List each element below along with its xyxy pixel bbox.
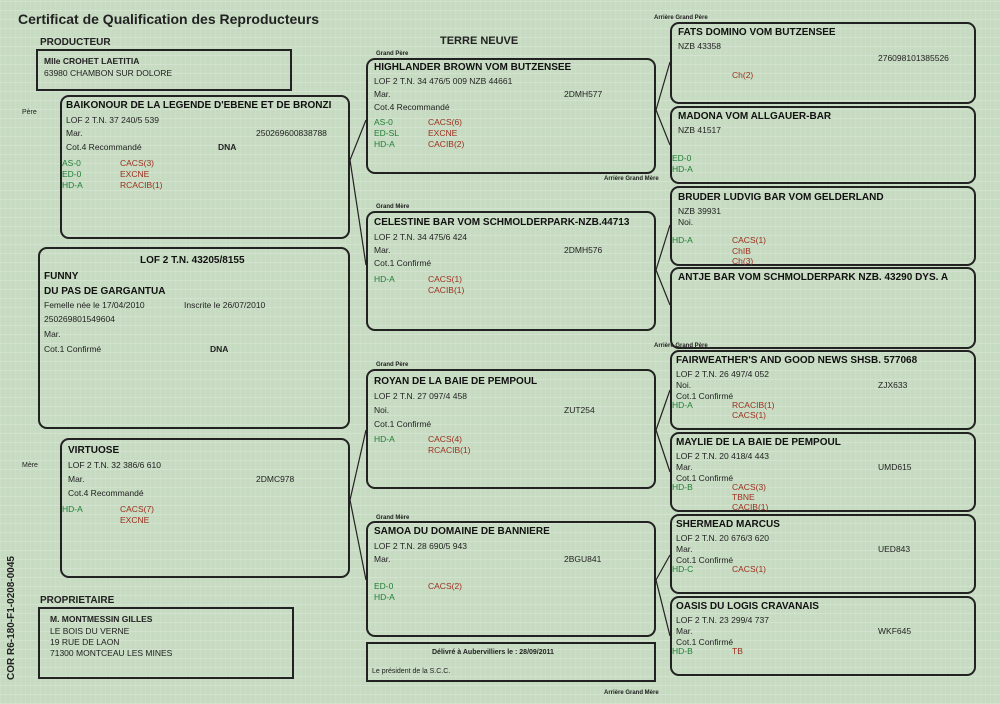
gp2-cotation: Cot.1 Confirmé <box>374 419 432 429</box>
gp1-health-2: HD-A <box>374 139 395 149</box>
ggm3-title-0: CACS(3) <box>732 482 767 492</box>
gm1-title-1: CACIB(1) <box>428 285 465 295</box>
mother-name: VIRTUOSE <box>68 445 120 456</box>
ggm4-mar-label: Mar. <box>676 626 693 636</box>
ggp2-title-1: ChIB <box>732 246 751 256</box>
ggm3-cotation: Cot.1 Confirmé <box>676 473 734 483</box>
ggm4-cotation: Cot.1 Confirmé <box>676 637 734 647</box>
gm2-mar-label: Mar. <box>374 554 391 564</box>
ggm4-mark: WKF645 <box>878 626 912 636</box>
gm2-title-0: CACS(2) <box>428 581 463 591</box>
ggp4-name: SHERMEAD MARCUS <box>676 519 780 530</box>
father-dna: DNA <box>218 142 237 152</box>
subject-cotation: Cot.1 Confirmé <box>44 344 102 354</box>
ggp2-title-2: Ch(3) <box>732 256 754 266</box>
ggp3-lof: LOF 2 T.N. 26 497/4 052 <box>676 369 769 379</box>
ggp2-title-0: CACS(1) <box>732 235 767 245</box>
ggp3-health-0: HD-A <box>672 400 693 410</box>
subject-lof: LOF 2 T.N. 43205/8155 <box>140 255 245 266</box>
gp1-label: Grand Père <box>376 51 409 57</box>
gm1-health-0: HD-A <box>374 274 395 284</box>
gp1-title-0: CACS(6) <box>428 117 463 127</box>
mother-label: Mère <box>22 462 38 469</box>
owner-address1: LE BOIS DU VERNE <box>50 626 130 636</box>
father-title-0: CACS(3) <box>120 158 155 168</box>
gp2-name: ROYAN DE LA BAIE DE PEMPOUL <box>374 376 538 387</box>
producer-label: PRODUCTEUR <box>40 37 111 48</box>
ggp3-name: FAIRWEATHER'S AND GOOD NEWS SHSB. 577068 <box>676 355 918 366</box>
subject-chip: 250269801549604 <box>44 314 115 324</box>
owner-name: M. MONTMESSIN GILLES <box>50 614 153 624</box>
side-code: COR R6-180-F1-0208-0045 <box>6 556 17 680</box>
ggp3-cotation: Cot.1 Confirmé <box>676 391 734 401</box>
subject-name2: DU PAS DE GARGANTUA <box>44 286 166 297</box>
ggp3-noi-label: Noi. <box>676 380 692 390</box>
ggp3-label: Arrière Grand Père <box>654 343 708 349</box>
owner-label: PROPRIETAIRE <box>40 595 115 606</box>
subject-dna: DNA <box>210 344 229 354</box>
ggp2-lof: NZB 39931 <box>678 206 721 216</box>
gp1-name: HIGHLANDER BROWN VOM BUTZENSEE <box>374 62 572 73</box>
ggm1-health-1: HD-A <box>672 164 693 174</box>
ggp1-name: FATS DOMINO VOM BUTZENSEE <box>678 27 836 38</box>
ggm3-mark: UMD615 <box>878 462 912 472</box>
gp1-mar-label: Mar. <box>374 89 391 99</box>
father-lof: LOF 2 T.N. 37 240/5 539 <box>66 115 159 125</box>
ggp2-name: BRUDER LUDVIG BAR VOM GELDERLAND <box>678 192 884 203</box>
gm2-name: SAMOA DU DOMAINE DE BANNIERE <box>374 526 550 537</box>
father-label: Père <box>22 109 37 116</box>
gp2-mark: ZUT254 <box>564 405 595 415</box>
owner-address2: 19 RUE DE LAON <box>50 637 120 647</box>
gm2-mark: 2BGU841 <box>564 554 602 564</box>
mother-lof: LOF 2 T.N. 32 386/6 610 <box>68 460 161 470</box>
gp2-label: Grand Père <box>376 362 409 368</box>
gm1-title-0: CACS(1) <box>428 274 463 284</box>
gp1-health-1: ED-SL <box>374 128 400 138</box>
ggp3-title-0: RCACIB(1) <box>732 400 775 410</box>
ggm3-title-1: TBNE <box>732 492 755 502</box>
certificate-title: Certificat de Qualification des Reproducteurs <box>18 11 320 27</box>
gm2-health-0: ED-0 <box>374 581 394 591</box>
ggm1-label: Arrière Grand Mère <box>604 176 659 182</box>
ggp3-title-1: CACS(1) <box>732 410 767 420</box>
mother-cotation: Cot.4 Recommandé <box>68 488 144 498</box>
subject-mar-label: Mar. <box>44 329 61 339</box>
gm1-mar-label: Mar. <box>374 245 391 255</box>
ggp1-mark: 276098101385526 <box>878 53 949 63</box>
ggm1-name: MADONA VOM ALLGAUER-BAR <box>678 111 832 122</box>
ggm3-health-0: HD-B <box>672 482 693 492</box>
father-health-2: HD-A <box>62 180 83 190</box>
gp2-health-0: HD-A <box>374 434 395 444</box>
father-title-2: RCACIB(1) <box>120 180 163 190</box>
gm1-name: CELESTINE BAR VOM SCHMOLDERPARK-NZB.44713 <box>374 217 630 228</box>
father-name: BAIKONOUR DE LA LEGENDE D'EBENE ET DE BRONZI <box>66 100 332 111</box>
gm1-label: Grand Mère <box>376 204 410 210</box>
owner-address3: 71300 MONTCEAU LES MINES <box>50 648 173 658</box>
mother-title-1: EXCNE <box>120 515 150 525</box>
gm1-cotation: Cot.1 Confirmé <box>374 258 432 268</box>
ggp1-label: Arrière Grand Père <box>654 15 708 21</box>
ggp2-noi-label: Noi. <box>678 217 694 227</box>
ggp4-health-0: HD-C <box>672 564 694 574</box>
mother-health-0: HD-A <box>62 504 83 514</box>
ggm4-health-0: HD-B <box>672 646 693 656</box>
ggm4-name: OASIS DU LOGIS CRAVANAIS <box>676 601 819 612</box>
mother-title-0: CACS(7) <box>120 504 155 514</box>
ggp2-health-0: HD-A <box>672 235 693 245</box>
gp2-lof: LOF 2 T.N. 27 097/4 458 <box>374 391 467 401</box>
gp1-title-2: CACIB(2) <box>428 139 465 149</box>
father-mark: 250269600838788 <box>256 128 327 138</box>
father-title-1: EXCNE <box>120 169 150 179</box>
ggp4-lof: LOF 2 T.N. 20 676/3 620 <box>676 533 769 543</box>
gp1-cotation: Cot.4 Recommandé <box>374 102 450 112</box>
ggp1-title-0: Ch(2) <box>732 70 754 80</box>
ggp4-cotation: Cot.1 Confirmé <box>676 555 734 565</box>
gp1-title-1: EXCNE <box>428 128 458 138</box>
father-cotation: Cot.4 Recommandé <box>66 142 142 152</box>
subject-registered: Inscrite le 26/07/2010 <box>184 300 266 310</box>
ggm1-health-0: ED-0 <box>672 153 692 163</box>
ggp1-lof: NZB 43358 <box>678 41 721 51</box>
ggp4-title-0: CACS(1) <box>732 564 767 574</box>
father-mar-label: Mar. <box>66 128 83 138</box>
breed-name: TERRE NEUVE <box>440 35 519 47</box>
gp2-title-1: RCACIB(1) <box>428 445 471 455</box>
ggm3-mar-label: Mar. <box>676 462 693 472</box>
gm2-health-1: HD-A <box>374 592 395 602</box>
ggm2-name: ANTJE BAR VOM SCHMOLDERPARK NZB. 43290 DYS. A <box>678 272 949 283</box>
gp2-title-0: CACS(4) <box>428 434 463 444</box>
subject-name1: FUNNY <box>44 271 79 282</box>
gp2-noi-label: Noi. <box>374 405 390 415</box>
subject-born: Femelle née le 17/04/2010 <box>44 300 145 310</box>
ggm3-lof: LOF 2 T.N. 20 418/4 443 <box>676 451 769 461</box>
father-health-0: AS-0 <box>62 158 81 168</box>
ggm4-lof: LOF 2 T.N. 23 299/4 737 <box>676 615 769 625</box>
gm2-label: Grand Mère <box>376 515 410 521</box>
gm2-lof: LOF 2 T.N. 28 690/5 943 <box>374 541 467 551</box>
president-label: Le président de la S.C.C. <box>372 668 451 675</box>
gp1-mark: 2DMH577 <box>564 89 603 99</box>
ggm3-title-2: CACIB(1) <box>732 502 769 512</box>
father-health-1: ED-0 <box>62 169 82 179</box>
ggp4-mark: UED843 <box>878 544 911 554</box>
gm1-lof: LOF 2 T.N. 34 475/6 424 <box>374 232 467 242</box>
ggm4-label: Arrière Grand Mère <box>604 690 659 696</box>
ggm4-title-0: TB <box>732 646 743 656</box>
producer-name: Mlle CROHET LAETITIA <box>44 56 140 66</box>
gm1-mark: 2DMH576 <box>564 245 603 255</box>
ggp3-mark: ZJX633 <box>878 380 908 390</box>
ggm1-lof: NZB 41517 <box>678 125 721 135</box>
gp1-health-0: AS-0 <box>374 117 393 127</box>
mother-mark: 2DMC978 <box>256 474 295 484</box>
ggp4-mar-label: Mar. <box>676 544 693 554</box>
gp1-lof: LOF 2 T.N. 34 476/5 009 NZB 44661 <box>374 76 513 86</box>
producer-address: 63980 CHAMBON SUR DOLORE <box>44 68 173 78</box>
mother-mar-label: Mar. <box>68 474 85 484</box>
ggm3-name: MAYLIE DE LA BAIE DE PEMPOUL <box>676 437 841 448</box>
issued-date: Délivré à Aubervilliers le : 28/09/2011 <box>432 649 554 656</box>
